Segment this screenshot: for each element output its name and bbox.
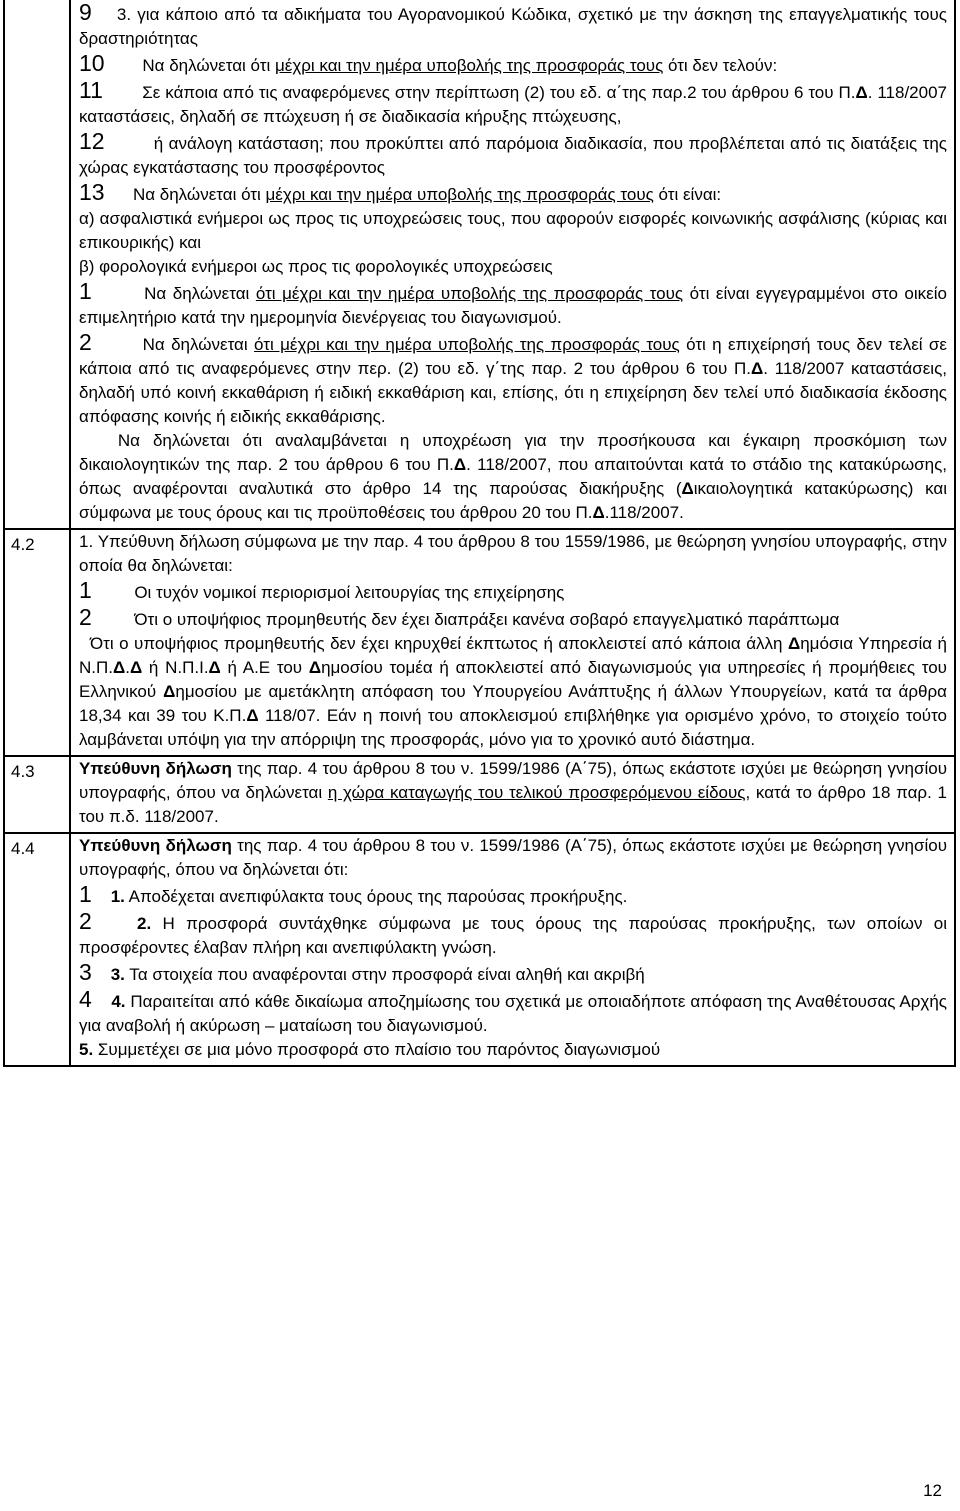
item-text: ότι είναι: <box>653 185 722 204</box>
paragraph <box>79 757 947 832</box>
row-number: 4.3 <box>4 756 70 833</box>
item-text: Συμμετέχει σε μια μόνο προσφορά στο πλαίσιο του παρόντος διαγωνισμού <box>93 1040 661 1059</box>
item-text: ημοσίου τομέα ή αποκλειστεί από διαγωνισμούς για υπηρεσίες ή προμήθειες του Ελληνικού <box>79 658 947 701</box>
list-item <box>79 909 947 960</box>
underlined-text: ότι μέχρι και την ημέρα υποβολής της προσφοράς τους <box>255 284 684 303</box>
item-number: 2 <box>79 329 92 355</box>
item-text: της παρ. 4 του άρθρου 8 του ν. 1599/1986 (Α΄75), όπως εκάστοτε ισχύει με θεώρηση γνησίου υπογραφής, όπου να δηλώνεται ότι: <box>79 836 947 879</box>
item-text: Η προσφορά συντάχθηκε σύμφωνα με τους όρους της παρούσας προκήρυξης, των οποίων οι προσφέροντες έλαβαν πλήρη και ανεπιφύλακτη γνώση. <box>79 914 947 957</box>
item-number: 3 <box>79 959 92 985</box>
paragraph <box>79 632 947 755</box>
item-text: . <box>125 658 130 677</box>
table-row <box>4 756 955 833</box>
underlined-text: ότι μέχρι και την ημέρα υποβολής της προσφοράς τους <box>254 335 680 354</box>
bold-text: Δ <box>681 479 694 498</box>
bold-text: Δ <box>788 634 801 653</box>
paragraph <box>79 605 947 632</box>
item-text: Οι τυχόν νομικοί περιορισμοί λειτουργίας της επιχείρησης <box>134 583 565 602</box>
row-content <box>70 833 955 1066</box>
list-item <box>79 987 947 1038</box>
item-number: 12 <box>79 128 105 154</box>
paragraph <box>79 0 947 51</box>
item-text: ότι είναι εγγεγραμμένοι στο οικείο επιμελητήριο κατά την ημερομηνία διενέργειας του διαγωνισμού. <box>79 284 947 327</box>
item-number: 1 <box>79 881 92 907</box>
bold-text: Δ <box>113 658 126 677</box>
bold-text: Δ <box>855 83 868 102</box>
paragraph <box>79 129 947 180</box>
list-item <box>79 1038 947 1065</box>
item-text: ημοσίου με αμετάκλητη απόφαση του Υπουργείου Ανάπτυξης ή άλλων Υπουργείων, κατά τα άρθρα 18,34 και 39 του Κ.Π. <box>79 682 948 725</box>
item-text: ότι δεν τελούν: <box>663 56 778 75</box>
item-text: ή Α.Ε του <box>220 658 309 677</box>
item-text: Να δηλώνεται <box>144 284 256 303</box>
table-row <box>4 0 955 529</box>
item-text: . 118/2007, που απαιτούνται κατά το στάδιο της κατακύρωσης, όπως αναφέρονται αναλυτικά στο άρθρο 14 της παρούσας διακήρυξης ( <box>79 455 947 498</box>
bold-text: 4. <box>111 992 126 1011</box>
bold-text: 3. <box>110 965 125 984</box>
item-text: Σε κάποια από τις αναφερόμενες στην περίπτωση (2) του εδ. α΄της παρ.2 του άρθρου 6 του Π. <box>142 83 856 102</box>
item-text: Ότι ο υποψήφιος προμηθευτής δεν έχει διαπράξει κανένα σοβαρό επαγγελματικό παράπτωμα <box>134 610 840 629</box>
underlined-text: η χώρα καταγωγής του τελικού προσφερόμενου είδους <box>327 783 746 802</box>
paragraph: 1. Υπεύθυνη δήλωση σύμφωνα με την παρ. 4 του άρθρου 8 του 1559/1986, με θεώρηση γνησίου υπογραφής, στην οποία θα δηλώνεται: <box>79 532 947 575</box>
list-item <box>79 882 947 909</box>
bold-text: Δ <box>750 359 764 378</box>
item-text: Αποδέχεται ανεπιφύλακτα τους όρους της παρούσας προκήρυξης. <box>124 887 628 906</box>
bold-text: Δ <box>208 658 221 677</box>
item-text: ότι η επιχείρησή τους δεν τελεί σε κάποια από τις αναφερόμενες στην περ. (2) του εδ. γ΄της παρ. 2 του άρθρου 6 του Π. <box>79 335 947 378</box>
bold-text: 2. <box>137 914 152 933</box>
row-content <box>70 0 955 529</box>
item-number: 2 <box>79 604 92 630</box>
paragraph <box>79 51 947 78</box>
item-text: Παραιτείται από κάθε δικαίωμα αποζημίωσης του σχετικά με οποιαδήποτε απόφαση της Αναθέτουσας Αρχής για αναβολή ή ακύρωση – ματαίωση του διαγωνισμού. <box>79 992 947 1035</box>
item-text: 118/07. Εάν η ποινή του αποκλεισμού επιβλήθηκε για ορισμένο χρόνο, το στοιχείο τούτο λαμβάνεται υπόψη για την απόρριψη της προσφοράς, μόνο για το χρονικό αυτό διάστημα. <box>79 706 947 749</box>
item-number: 1 <box>79 278 92 304</box>
item-text: Να δηλώνεται ότι <box>142 56 275 75</box>
table-row <box>4 529 955 756</box>
paragraph <box>79 78 947 129</box>
item-text: , κατά το άρθρο 18 παρ. 1 του π.δ. 118/2007. <box>79 783 947 826</box>
paragraph: β) φορολογικά ενήμεροι ως προς τις φορολογικές υποχρεώσεις <box>79 257 553 276</box>
bold-text: Δ <box>453 455 467 474</box>
item-text: ή ανάλογη κατάσταση; που προκύπτει από παρόμοια διαδικασία, που προβλέπεται από τις διατάξεις της χώρας εγκατάστασης του προσφέροντος <box>79 134 947 177</box>
item-text: της παρ. 4 του άρθρου 8 του ν. 1599/1986 (Α΄75), όπως εκάστοτε ισχύει με θεώρηση γνησίου υπογραφής, όπου να δηλώνεται <box>79 759 947 802</box>
paragraph <box>79 180 947 207</box>
bold-text: Δ <box>308 658 322 677</box>
paragraph <box>79 578 947 605</box>
item-text: Να δηλώνεται <box>142 335 255 354</box>
list-item <box>79 960 947 987</box>
row-number <box>4 0 70 529</box>
item-text: Να δηλώνεται ότι αναλαμβάνεται η υποχρέωση για την προσήκουσα και έγκαιρη προσκόμιση των δικαιολογητικών της παρ. 2 του άρθρου 6 του Π. <box>79 431 948 474</box>
item-number: 2 <box>79 908 92 934</box>
bold-text: Υπεύθυνη δήλωση <box>79 759 232 778</box>
row-content <box>70 756 955 833</box>
table-row <box>4 833 955 1066</box>
item-text: Τα στοιχεία που αναφέρονται στην προσφορά είναι αληθή και ακριβή <box>124 965 645 984</box>
row-number: 4.2 <box>4 529 70 756</box>
bold-text: Δ <box>592 503 605 522</box>
bold-text: 5. <box>79 1040 94 1059</box>
bold-text: Δ <box>163 682 176 701</box>
row-content <box>70 529 955 756</box>
underlined-text: μέχρι και την ημέρα υποβολής της προσφοράς τους <box>274 56 664 75</box>
paragraph <box>79 279 947 330</box>
paragraph <box>79 429 947 528</box>
item-number: 1 <box>79 577 92 603</box>
bold-text: Υπεύθυνη δήλωση <box>79 836 232 855</box>
item-text: ημόσια Υπηρεσία ή Ν.Π. <box>79 634 947 677</box>
item-text: 3. για κάποιο από τα αδικήματα του Αγορανομικού Κώδικα, σχετικό με την άσκηση της επαγγελματικής τους δραστηριότητας <box>79 5 947 48</box>
paragraph <box>79 834 947 882</box>
item-text: ή Ν.Π.Ι. <box>142 658 209 677</box>
item-number: 10 <box>79 50 105 76</box>
row-number: 4.4 <box>4 833 70 1066</box>
paragraph <box>79 330 947 429</box>
paragraph: α) ασφαλιστικά ενήμεροι ως προς τις υποχρεώσεις τους, που αφορούν εισφορές κοινωνικής ασφάλισης (κύριας και επικουρικής) και <box>79 209 947 252</box>
item-text: . 118/2007 καταστάσεις, δηλαδή σε πτώχευση ή σε διαδικασία κήρυξης πτώχευσης, <box>79 83 947 126</box>
bold-text: Δ <box>246 706 259 725</box>
item-text: . 118/2007 καταστάσεις, δηλαδή υπό κοινή εκκαθάριση ή ειδική εκκαθάριση και, επίσης, ότι η επιχείρηση δεν τελεί υπό διαδικασία έκδοσης απόφασης κοινής ή ειδικής εκκαθάρισης. <box>79 359 947 426</box>
item-text: Να δηλώνεται ότι <box>132 185 266 204</box>
document-table <box>3 0 956 1067</box>
item-number: 4 <box>79 986 92 1012</box>
underlined-text: μέχρι και την ημέρα υποβολής της προσφοράς τους <box>265 185 654 204</box>
item-text: .118/2007. <box>604 503 684 522</box>
item-number: 11 <box>79 77 103 103</box>
item-number: 13 <box>79 179 105 205</box>
bold-text: 1. <box>110 887 125 906</box>
item-number: 9 <box>79 0 92 25</box>
item-text: ικαιολογητικά κατακύρωσης) και σύμφωνα με τους όρους και τις προϋποθέσεις του άρθρου 20 του Π. <box>79 479 947 522</box>
page-number: 12 <box>923 1481 942 1500</box>
bold-text: Δ <box>129 658 143 677</box>
item-text: Ότι ο υποψήφιος προμηθευτής δεν έχει κηρυχθεί έκπτωτος ή αποκλειστεί από κάποια άλλη <box>89 634 788 653</box>
